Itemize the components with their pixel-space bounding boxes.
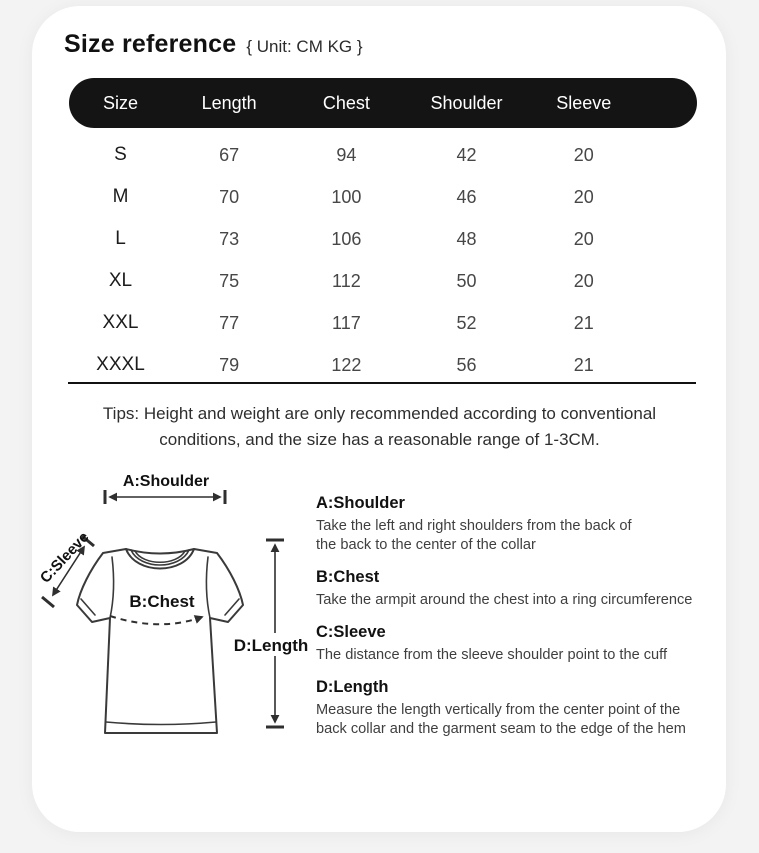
description-heading: A:Shoulder	[316, 494, 405, 512]
sleeve-cell: 20	[573, 186, 594, 207]
title-row	[64, 30, 363, 59]
description-line: back collar and the garment seam to the edge of the hem	[316, 721, 686, 737]
sleeve-cell: 21	[573, 312, 594, 333]
size-cell: XL	[108, 270, 133, 291]
description-line: Measure the length vertically from the center point of the	[316, 702, 681, 718]
column-header-sleeve: Sleeve	[556, 92, 612, 113]
description-line: the back to the center of the collar	[316, 537, 536, 553]
chest-arrow	[110, 616, 202, 624]
shoulder-cell: 46	[456, 186, 477, 207]
length-cell: 70	[219, 186, 240, 207]
shoulder-cell: 50	[456, 270, 477, 291]
description-length	[316, 678, 720, 739]
shoulder-cell: 48	[456, 228, 477, 249]
chest-cell: 100	[331, 186, 362, 207]
chest-cell: 112	[332, 270, 361, 291]
sleeve-cell: 20	[573, 144, 594, 165]
description-heading: D:Length	[316, 678, 389, 696]
tshirt-outline	[77, 549, 243, 733]
shoulder-cell: 42	[456, 144, 477, 165]
description-sleeve	[316, 623, 720, 665]
size-table	[69, 134, 697, 386]
tips-text	[0, 401, 759, 453]
length-cell: 77	[219, 312, 240, 333]
measurement-descriptions	[316, 494, 720, 752]
shoulder-arrow	[105, 490, 225, 504]
chest-cell: 94	[336, 144, 357, 165]
size-cell: L	[115, 228, 126, 249]
tips-line-1: Tips: Height and weight are only recommended according to conventional	[102, 404, 657, 423]
table-underline	[68, 382, 696, 384]
shoulder-cell: 52	[456, 312, 477, 333]
table-row	[69, 344, 641, 386]
chest-cell: 122	[331, 354, 362, 375]
description-line: The distance from the sleeve shoulder point to the cuff	[316, 647, 667, 663]
size-cell: XXXL	[96, 354, 145, 375]
table-row	[69, 260, 641, 302]
column-header-chest: Chest	[322, 92, 370, 113]
size-cell: XXL	[102, 312, 139, 333]
tshirt-drawing	[77, 549, 243, 733]
column-header-shoulder: Shoulder	[430, 92, 503, 113]
chest-label: B:Chest	[129, 592, 195, 611]
shoulder-label: A:Shoulder	[122, 473, 210, 490]
length-cell: 75	[219, 270, 240, 291]
sleeve-cell: 20	[573, 228, 594, 249]
description-line: Take the armpit around the chest into a ring circumference	[316, 592, 693, 608]
length-cell: 73	[219, 228, 240, 249]
column-header-size: Size	[102, 92, 138, 113]
sleeve-cell: 20	[573, 270, 594, 291]
sleeve-label: C:Sleeve	[36, 528, 93, 587]
size-table-header	[69, 78, 697, 128]
size-cell: S	[114, 144, 127, 165]
right-sleeve-seam	[206, 557, 210, 618]
length-cell: 67	[219, 144, 240, 165]
chest-cell: 117	[332, 312, 361, 333]
column-header-length: Length	[201, 92, 257, 113]
sleeve-cell: 21	[573, 354, 594, 375]
description-line: Take the left and right shoulders from the back of	[316, 518, 632, 534]
description-shoulder	[316, 494, 720, 555]
length-cell: 79	[219, 354, 240, 375]
table-row	[69, 134, 641, 176]
chest-cell: 106	[331, 228, 362, 249]
description-heading: C:Sleeve	[316, 623, 386, 641]
shoulder-cell: 56	[456, 354, 477, 375]
tips-line-2: conditions, and the size has a reasonable range of 1-3CM.	[159, 430, 600, 449]
length-label: D:Length	[233, 636, 309, 655]
size-cell: M	[112, 186, 129, 207]
unit-label: { Unit: CM KG }	[246, 37, 363, 56]
table-row	[69, 176, 641, 218]
left-sleeve-seam	[110, 557, 114, 618]
table-row	[69, 302, 641, 344]
table-row	[69, 218, 641, 260]
tshirt-diagram	[20, 465, 320, 755]
description-heading: B:Chest	[316, 568, 380, 586]
description-chest	[316, 568, 720, 610]
hem-band	[106, 722, 216, 725]
page-title: Size reference	[64, 30, 237, 58]
